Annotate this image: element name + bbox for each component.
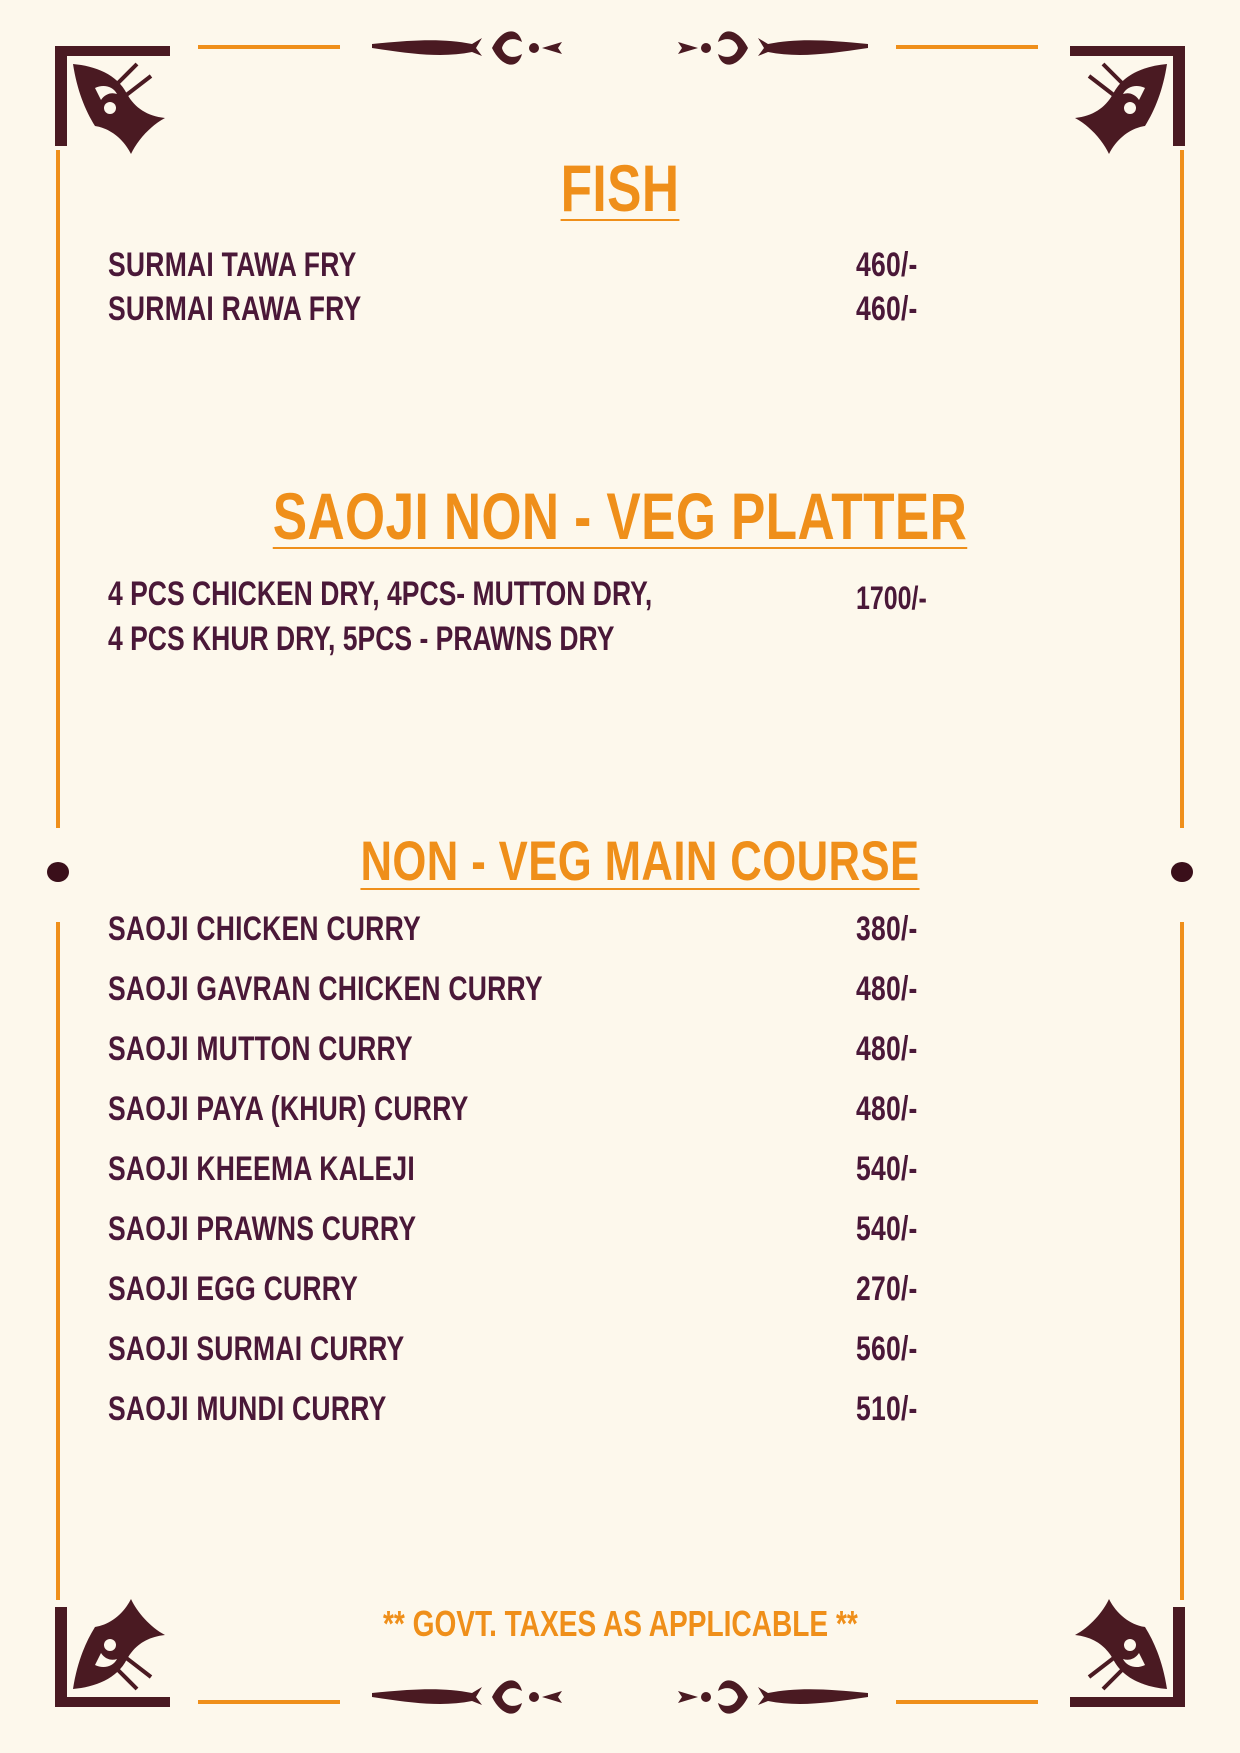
platter-description-line-2: 4 PCS KHUR DRY, 5PCS - PRAWNS DRY xyxy=(108,620,615,658)
list-item xyxy=(108,1270,1008,1309)
list-item xyxy=(108,910,1008,949)
item-price: 560/- xyxy=(856,1330,918,1368)
list-item xyxy=(108,246,1008,285)
item-price: 540/- xyxy=(856,1210,918,1248)
item-name: SAOJI KHEEMA KALEJI xyxy=(108,1150,416,1188)
item-name: SAOJI MUNDI CURRY xyxy=(108,1390,387,1428)
item-name: SURMAI RAWA FRY xyxy=(108,290,362,328)
item-name: SAOJI PRAWNS CURRY xyxy=(108,1210,417,1248)
item-name: SAOJI EGG CURRY xyxy=(108,1270,359,1308)
list-item xyxy=(108,1390,1008,1429)
list-item xyxy=(108,1210,1008,1249)
platter-price: 1700/- xyxy=(856,580,927,616)
list-item xyxy=(108,290,1008,329)
list-item xyxy=(108,1150,1008,1189)
item-name: SAOJI CHICKEN CURRY xyxy=(108,910,421,948)
fish-section-title: FISH xyxy=(560,151,680,225)
item-price: 380/- xyxy=(856,910,918,948)
list-item xyxy=(108,1030,1008,1069)
item-name: SAOJI MUTTON CURRY xyxy=(108,1030,413,1068)
item-price: 540/- xyxy=(856,1150,918,1188)
item-price: 460/- xyxy=(856,246,918,284)
list-item xyxy=(108,970,1008,1009)
item-price: 480/- xyxy=(856,970,918,1008)
item-price: 480/- xyxy=(856,1030,918,1068)
main-course-section-title: NON - VEG MAIN COURSE xyxy=(360,829,920,892)
item-price: 270/- xyxy=(856,1270,918,1308)
taxes-note xyxy=(0,1603,1240,1645)
taxes-note-text: ** GOVT. TAXES AS APPLICABLE ** xyxy=(382,1603,858,1644)
item-price: 510/- xyxy=(856,1390,918,1428)
item-name: SAOJI PAYA (KHUR) CURRY xyxy=(108,1090,469,1128)
item-price: 480/- xyxy=(856,1090,918,1128)
platter-description-line-1: 4 PCS CHICKEN DRY, 4PCS- MUTTON DRY, xyxy=(108,575,653,613)
list-item xyxy=(108,1090,1008,1129)
platter-section-title: SAOJI NON - VEG PLATTER xyxy=(272,479,968,553)
item-price: 460/- xyxy=(856,290,918,328)
item-name: SAOJI SURMAI CURRY xyxy=(108,1330,405,1368)
item-name: SURMAI TAWA FRY xyxy=(108,246,357,284)
list-item xyxy=(108,1330,1008,1369)
item-name: SAOJI GAVRAN CHICKEN CURRY xyxy=(108,970,543,1008)
